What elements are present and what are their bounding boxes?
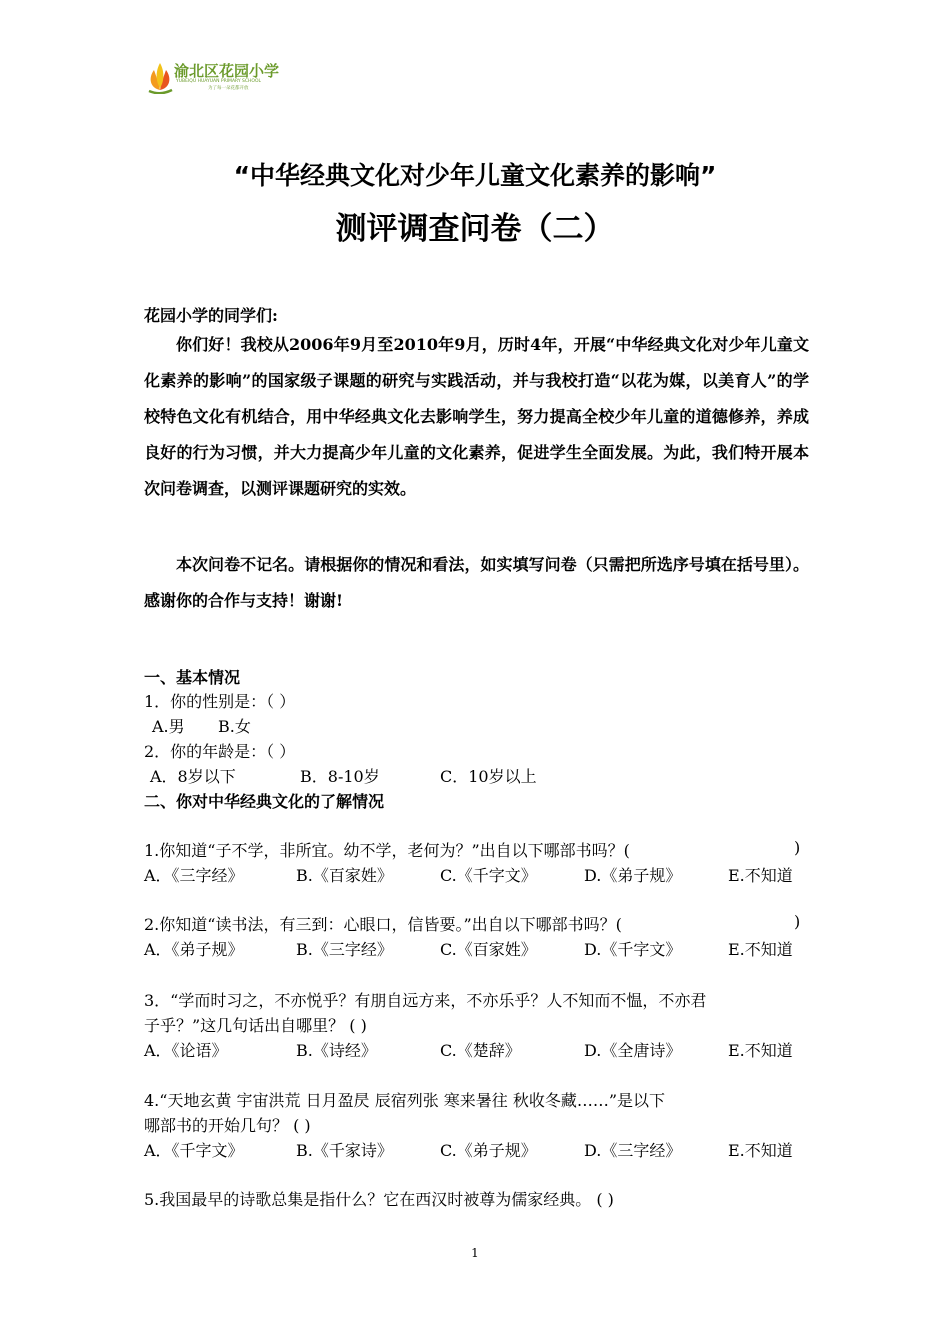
flower-logo-icon [146,60,174,94]
intro-paragraph-1: 你们好！我校从2006年9月至2010年9月，历时4年，开展“中华经典文化对少年儿童文化素养的影响”的国家级子课题的研究与实践活动，并与我校打造“以花为媒，以美育人”的学校特色文化有机结合，用中华经典文化去影响学生，努力提高全校少年儿童的道德修养，养成良好的行为习惯，并大力提高少年儿童的文化素养，促进学生全面发展。为此，我们特开展本次问卷调查，以测评课题研究的实效。 [144,335,809,498]
classics-question-4-line1: 4.“天地玄黄 宇宙洪荒 日月盈昃 辰宿列张 寒来暑往 秋收冬藏……”是以下 [144,1091,666,1110]
classics-question-3-line1: 3．“学而时习之，不亦悦乎？有朋自远方来，不亦乐乎？人不知而不愠，不亦君 [144,991,707,1010]
q2-option-d: D.《千字文》 [584,940,682,959]
greeting: 花园小学的同学们: [144,306,278,325]
q3-option-d: D.《全唐诗》 [584,1041,682,1060]
classics-question-5: 5.我国最早的诗歌总集是指什么？它在西汉时被尊为儒家经典。 ( ) [144,1190,614,1209]
option-male: A.男 [152,717,185,736]
q1-option-c: C.《千字文》 [440,866,537,885]
q2-option-c: C.《百家姓》 [440,940,537,959]
option-age-8-10: B．8-10岁 [300,767,380,786]
school-slogan: 为了每一朵花都开放 [208,86,249,91]
section-heading-basic-info: 一、基本情况 [144,668,241,687]
classics-question-3-line2: 子乎？”这几句话出自哪里？ ( ) [144,1016,367,1035]
q4-option-d: D.《三字经》 [584,1141,682,1160]
classics-question-4-line2: 哪部书的开始几句？ ( ) [144,1116,311,1135]
option-female: B.女 [218,717,251,736]
option-age-under-8: A．8岁以下 [150,767,236,786]
q2-option-b: B.《三字经》 [296,940,393,959]
question-gender: 1．你的性别是：（ ） [144,692,296,711]
classics-question-2-close: ) [794,912,801,931]
q4-option-a: A．《千字文》 [144,1141,244,1160]
q3-option-a: A．《论语》 [144,1041,228,1060]
classics-question-1: 1.你知道“子不学，非所宜。幼不学，老何为？”出自以下哪部书吗？( [144,841,630,860]
question-age: 2．你的年龄是：（ ） [144,742,296,761]
q1-option-d: D.《弟子规》 [584,866,682,885]
q4-option-e: E.不知道 [728,1141,793,1160]
option-age-over-10: C．10岁以上 [440,767,537,786]
q4-option-b: B.《千家诗》 [296,1141,393,1160]
classics-question-1-close: ) [794,838,801,857]
section-heading-classics: 二、你对中华经典文化的了解情况 [144,792,385,811]
q4-option-c: C.《弟子规》 [440,1141,537,1160]
intro-paragraph-2: 本次问卷不记名。请根据你的情况和看法，如实填写问卷（只需把所选序号填在括号里）。感谢你的合作与支持！谢谢! [144,555,809,610]
q3-option-e: E.不知道 [728,1041,793,1060]
school-logo [146,58,281,96]
classics-question-2: 2.你知道“读书法，有三到：心眼口，信皆要。”出自以下哪部书吗？( [144,915,622,934]
page-number: 1 [471,1246,479,1260]
school-name-english: YUBEIQU HUAYUAN PRIMARY SCHOOL [176,79,262,84]
q1-option-e: E.不知道 [728,866,793,885]
q2-option-e: E.不知道 [728,940,793,959]
q3-option-c: C.《楚辞》 [440,1041,521,1060]
document-title-line2: 测评调查问卷（二） [335,211,615,247]
document-title-line1: “中华经典文化对少年儿童文化素养的影响” [233,161,717,190]
q3-option-b: B.《诗经》 [296,1041,377,1060]
q1-option-a: A．《三字经》 [144,866,244,885]
q1-option-b: B.《百家姓》 [296,866,393,885]
q2-option-a: A．《弟子规》 [144,940,244,959]
school-name: 渝北区花园小学 [174,62,280,80]
